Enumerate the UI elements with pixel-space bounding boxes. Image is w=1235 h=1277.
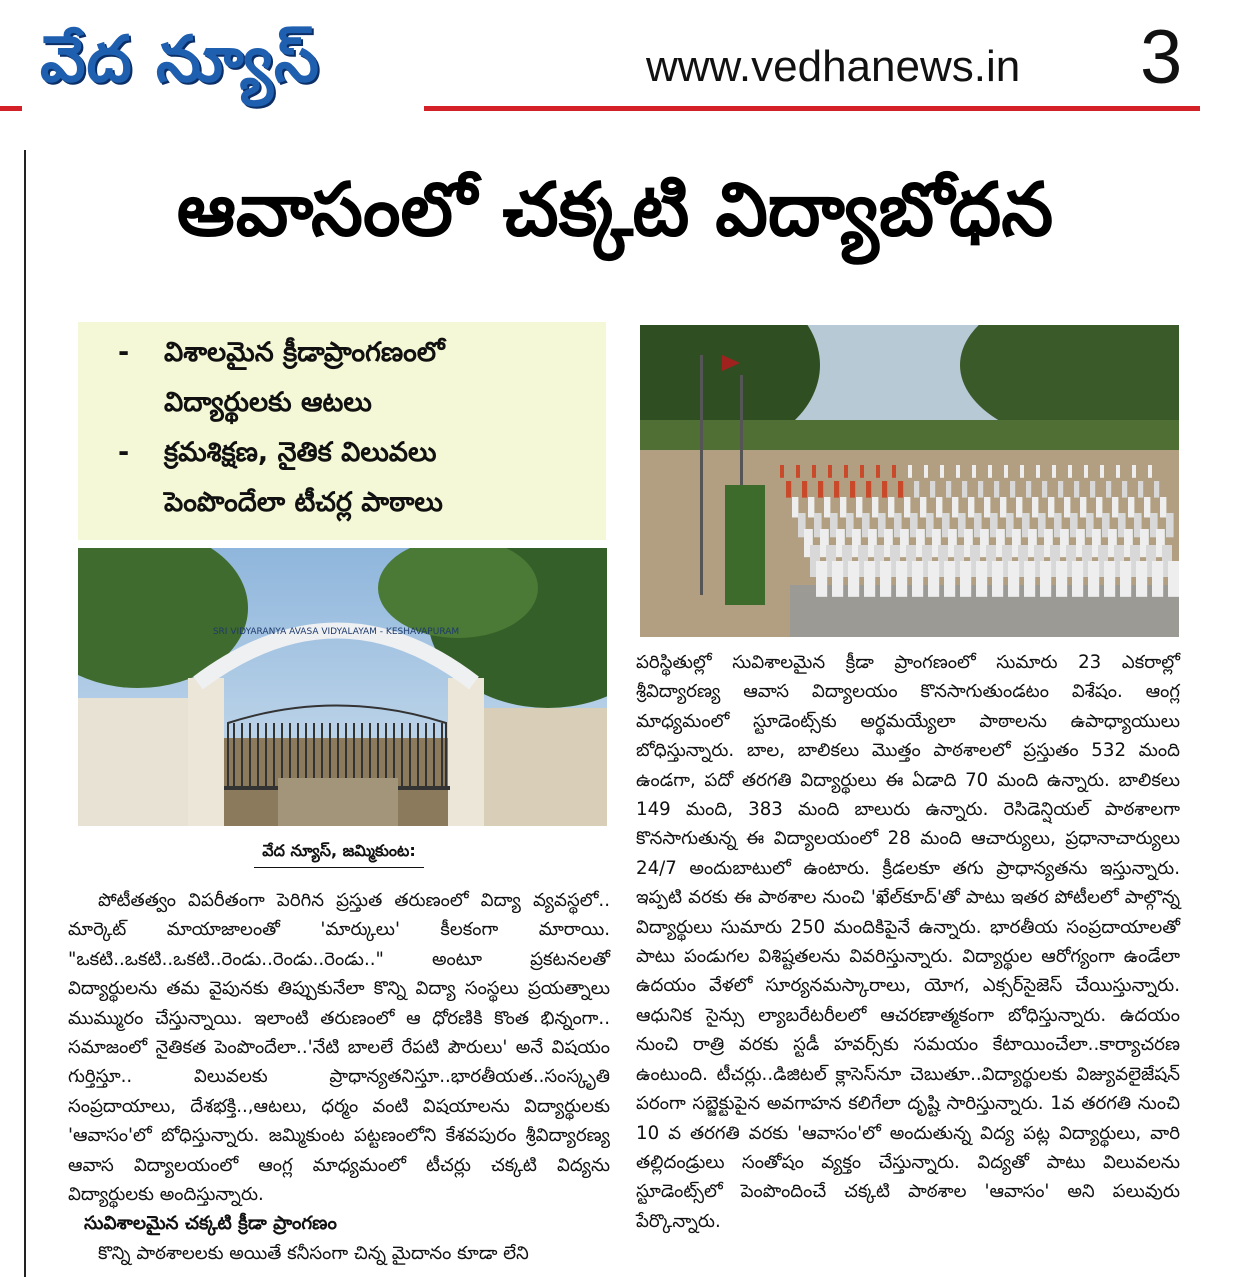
student-figure <box>1074 481 1079 498</box>
student-figure <box>882 481 887 498</box>
student-figure <box>1024 561 1035 597</box>
student-figure <box>1090 481 1095 498</box>
student-figure <box>946 481 951 498</box>
student-figure <box>844 465 848 478</box>
student-figure <box>940 465 944 478</box>
student-figure <box>968 497 974 517</box>
student-figure <box>1008 561 1019 597</box>
article-paragraph: పోటీతత్వం విపరీతంగా పెరిగిన ప్రస్తుత తరుణంలో విద్యా వ్యవస్థలో.. మార్కెట్ మాయాజాలంతో 'మార్కులు' కీలకంగా మారాయి. "ఒకటి..ఒకటి..ఒకటి..రెండు..రెండు..రెండు.." అంటూ ప్రకటనలతో విద్యార్థులను తమ వైపునకు తిప్పుకునేలా కొన్ని విద్యా సంస్థలు ప్రయత్నాలు ముమ్మురం చేస్తున్నాయి. ఇలాంటి తరుణంలో ఆ ధోరణికి కొంత భిన్నంగా.. సమాజంలో నైతికత పెంపొందేలా..'నేటి బాలలే రేపటి పౌరులు' అనే విషయం గుర్తిస్తూ.. విలువలకు ప్రాధాన్యతనిస్తూ..భారతీయత..సంస్కృతి సంప్రదాయాలు, దేశభక్తి..,ఆటలు, ధర్మం వంటి విషయాలను విద్యార్థులకు 'ఆవాసం'లో బోధిస్తున్నారు. జమ్మికుంట పట్టణంలోని కేశవపురం శ్రీవిద్యారణ్య ఆవాస విద్యాలయంలో ఆంగ్ల మాధ్యమంలో టీచర్లు చక్కటి విద్యను విద్యార్థులకు అందిస్తున్నారు. <box>68 890 610 1206</box>
masthead-logo[interactable]: వేద న్యూస్ <box>40 23 320 97</box>
student-figure <box>1084 465 1088 478</box>
student-figure <box>1072 561 1083 597</box>
student-figure <box>1116 465 1120 478</box>
student-figure <box>1148 465 1152 478</box>
highlights-box <box>78 322 606 540</box>
student-figure <box>904 497 910 517</box>
student-figure <box>1096 497 1102 517</box>
student-figure <box>976 561 987 597</box>
student-figure <box>1152 561 1163 597</box>
student-figure <box>840 497 846 517</box>
student-figure <box>988 465 992 478</box>
student-figure <box>1122 481 1127 498</box>
student-figure <box>1010 481 1015 498</box>
right-column <box>636 648 1180 1236</box>
student-figure <box>880 561 891 597</box>
student-figure <box>984 497 990 517</box>
student-figure <box>848 561 859 597</box>
student-figure <box>1104 561 1115 597</box>
student-figure <box>924 465 928 478</box>
gate-sign-text: SRI VIDYARANYA AVASA VIDYALAYAM - KESHAVAPURAM <box>212 627 460 637</box>
highlight-item <box>118 328 590 428</box>
website-url[interactable]: www.vedhanews.in <box>646 42 1021 91</box>
student-figure <box>1132 465 1136 478</box>
article-paragraph: పరిస్థితుల్లో సువిశాలమైన క్రీడా ప్రాంగణంలో సుమారు 23 ఎకరాల్లో శ్రీవిద్యారణ్య ఆవాస విద్యాలయం కొనసాగుతుండటం విశేషం. ఆంగ్ల మాధ్యమంలో స్టూడెంట్స్‌కు అర్థమయ్యేలా పాఠాలను ఉపాధ్యాయులు బోధిస్తున్నారు. బాల, బాలికలు మొత్తం పాఠశాలలో ప్రస్తుతం 532 మంది ఉండగా, పదో తరగతి విద్యార్థులు ఈ ఏడాది 70 మంది ఉన్నారు. బాలికలు 149 మంది, 383 మంది బాలురు ఉన్నారు. రెసిడెన్షియల్ పాఠశాలగా కొనసాగుతున్న ఈ విద్యాలయంలో 28 మంది ఆచార్యులు, ప్రధానాచార్యులు 24/7 అందుబాటులో ఉంటారు. క్రీడలకూ తగు ప్రాధాన్యతను ఇస్తున్నారు. ఇప్పటి వరకు ఈ పాఠశాల నుంచి 'ఖేల్‌కూద్'తో పాటు ఇతర పోటీలలో పాల్గొన్న విద్యార్థులు సుమారు 250 మందికిపైనే ఉన్నారు. భారతీయ సంప్రదాయాలతో పాటు పండుగల విశిష్టతలను వివరిస్తున్నారు. విద్యార్థుల ఆరోగ్యంగా ఉండేలా ఉదయం వేళలో సూర్యనమస్కారాలు, యోగ, ఎక్సర్‌సైజెస్ చేయిస్తున్నారు. ఆధునిక సైన్సు ల్యాబరేటరీలలో ఆచరణాత్మకంగా బోధిస్తున్నారు. ఉదయం నుంచి రాత్రి వరకు స్టడీ హవర్స్‌కు సమయం కేటాయించేలా..కార్యాచరణ ఉంటుంది. టీచర్లు..డిజిటల్ క్లాసెస్‌నూ చెబుతూ..విద్యార్థులకు విజ్యువలైజేషన్ పరంగా సబ్జెక్టుపైన అవగాహన కలిగేలా దృష్టి సారిస్తున్నారు. 1వ తరగతి నుంచి 10 వ తరగతి వరకు 'ఆవాసం'లో అందుతున్న విద్య పట్ల విద్యార్థులు, వారి తల్లిదండ్రులు సంతోషం వ్యక్తం చేస్తున్నారు. విద్యతో పాటు విలువలను స్టూడెంట్స్‌లో పెంపొందించే చక్కటి పాఠశాల 'ఆవాసం' అని పలువురు పేర్కొన్నారు. <box>636 652 1180 1232</box>
student-figure <box>808 497 814 517</box>
student-figure <box>1004 465 1008 478</box>
student-figure <box>1032 497 1038 517</box>
student-figure <box>908 465 912 478</box>
student-figure <box>944 561 955 597</box>
highlight-line: విద్యార్థులకు ఆటలు <box>164 387 372 418</box>
student-figure <box>920 497 926 517</box>
student-figure <box>1136 561 1147 597</box>
student-figure <box>956 465 960 478</box>
student-figure <box>1056 561 1067 597</box>
student-figure <box>1058 481 1063 498</box>
student-figure <box>960 561 971 597</box>
student-figure <box>1088 561 1099 597</box>
student-figure <box>1016 497 1022 517</box>
student-figure <box>1168 561 1179 597</box>
subheading: సువిశాలమైన చక్కటి క్రీడా ప్రాంగణం <box>84 1213 337 1235</box>
student-figure <box>802 481 807 498</box>
student-figure <box>972 465 976 478</box>
student-figure <box>812 465 816 478</box>
assembly-photo <box>640 325 1179 637</box>
highlight-line: విశాలమైన క్రీడాప్రాంగణంలో <box>164 337 445 368</box>
page-number: 3 <box>1140 15 1183 100</box>
highlight-line: క్రమశిక్షణ, నైతిక విలువలు <box>164 437 437 468</box>
student-figure <box>1144 497 1150 517</box>
student-figure <box>796 465 800 478</box>
student-figure <box>930 481 935 498</box>
byline: వేద న్యూస్, జమ్మికుంట: <box>254 841 424 868</box>
student-figure <box>1068 465 1072 478</box>
student-figure <box>978 481 983 498</box>
student-figure <box>1120 561 1131 597</box>
student-figure <box>1036 465 1040 478</box>
student-figure <box>1138 481 1143 498</box>
student-figure <box>832 561 843 597</box>
student-figure <box>994 481 999 498</box>
student-figure <box>892 465 896 478</box>
masthead-rule-right <box>424 106 1200 111</box>
student-figure <box>816 561 827 597</box>
highlight-dash: - <box>118 337 130 368</box>
student-figure <box>864 561 875 597</box>
article-paragraph: కొన్ని పాఠశాలలకు అయితే కనీసంగా చిన్న మైదానం కూడా లేని <box>98 1242 529 1264</box>
student-figure <box>936 497 942 517</box>
student-figure <box>1160 497 1166 517</box>
student-figure <box>928 561 939 597</box>
highlight-dash: - <box>118 437 130 468</box>
student-figure <box>1166 513 1174 537</box>
student-figure <box>1106 481 1111 498</box>
highlight-item <box>118 428 590 528</box>
student-figure <box>818 481 823 498</box>
student-figure <box>828 465 832 478</box>
student-figure <box>860 465 864 478</box>
student-figure <box>1112 497 1118 517</box>
student-figure <box>876 465 880 478</box>
student-figure <box>786 481 791 498</box>
column-divider <box>24 150 26 1277</box>
student-figure <box>1048 497 1054 517</box>
student-figure <box>850 481 855 498</box>
student-figure <box>914 481 919 498</box>
left-column <box>68 886 610 1268</box>
student-figure <box>824 497 830 517</box>
student-figure <box>834 481 839 498</box>
student-figure <box>1042 481 1047 498</box>
student-figure <box>866 481 871 498</box>
headline: ఆవాసంలో చక్కటి విద్యాబోధన <box>176 167 1054 253</box>
masthead-rule-left <box>0 106 22 111</box>
student-figure <box>1154 481 1159 498</box>
student-figure <box>912 561 923 597</box>
student-figure <box>1000 497 1006 517</box>
student-figure <box>898 481 903 498</box>
student-figure <box>962 481 967 498</box>
highlight-line: పెంపొందేలా టీచర్ల పాఠాలు <box>164 487 443 518</box>
student-figure <box>1128 497 1134 517</box>
student-figure <box>1020 465 1024 478</box>
student-figure <box>992 561 1003 597</box>
student-figure <box>888 497 894 517</box>
student-figure <box>872 497 878 517</box>
student-figure <box>1064 497 1070 517</box>
student-figure <box>1052 465 1056 478</box>
student-figure <box>856 497 862 517</box>
school-gate-photo <box>78 548 607 826</box>
student-figure <box>896 561 907 597</box>
student-figure <box>1040 561 1051 597</box>
student-figure <box>1100 465 1104 478</box>
student-figure <box>1026 481 1031 498</box>
student-figure <box>792 497 798 517</box>
student-figure <box>1080 497 1086 517</box>
student-figure <box>952 497 958 517</box>
student-figure <box>780 465 784 478</box>
